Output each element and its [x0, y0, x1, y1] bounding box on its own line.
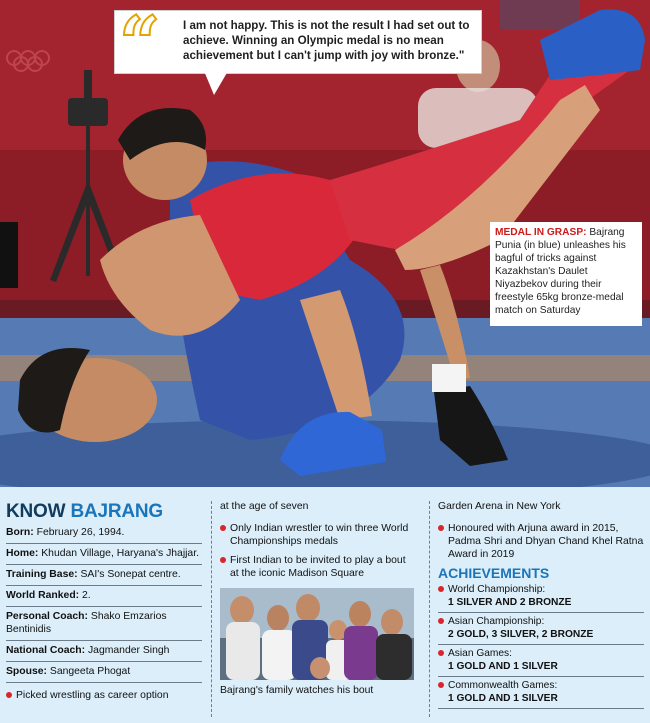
quote-tail	[204, 71, 228, 95]
bullet-world-medals: Only Indian wrestler to win three World Championships medals	[220, 522, 416, 548]
bullet-career-start: Picked wrestling as career option	[6, 689, 202, 702]
bullet-dot-icon	[220, 525, 226, 531]
achievements-title: ACHIEVEMENTS	[438, 565, 550, 581]
achievement-commonwealth-games: Commonwealth Games: 1 GOLD AND 1 SILVER	[438, 677, 644, 709]
family-photo-illustration	[220, 588, 414, 680]
fact-national-coach: National Coach: Jagmander Singh	[6, 641, 202, 662]
bullet-dot-icon	[438, 618, 444, 624]
achievements-column	[438, 487, 644, 723]
bullet-awards: Honoured with Arjuna award in 2015, Padma Shri and Dhyan Chand Khel Ratna Award in 2019	[438, 522, 644, 561]
photo-caption-heading: MEDAL IN GRASP:	[495, 227, 587, 238]
fact-home: Home: Khudan Village, Haryana's Jhajjar.	[6, 544, 202, 565]
fact-list	[6, 523, 202, 683]
info-panel	[0, 487, 650, 723]
bullet-madison-square: First Indian to be invited to play a bout at the iconic Madison Square	[220, 554, 416, 580]
bio-column	[220, 487, 416, 723]
photo-caption	[490, 222, 642, 326]
quote-mark-icon: “	[119, 0, 161, 85]
know-column	[6, 487, 202, 723]
bullet-madison-continued: Garden Arena in New York	[438, 501, 561, 512]
fact-personal-coach: Personal Coach: Shako Emzarios Bentinidis	[6, 607, 202, 641]
fact-born: Born: February 26, 1994.	[6, 523, 202, 544]
family-photo-caption: Bajrang's family watches his bout	[220, 685, 374, 696]
know-title	[6, 501, 202, 523]
family-photo	[220, 588, 414, 680]
column-divider	[211, 501, 212, 717]
bullet-dot-icon	[438, 682, 444, 688]
photo-caption-text: Bajrang Punia (in blue) unleashes his bagful of tricks against Kazakhstan's Daulet Niyazbekov during their freestyle 65kg bronze-medal match on Saturday	[495, 227, 626, 316]
bullet-dot-icon	[438, 525, 444, 531]
fact-training-base: Training Base: SAI's Sonepat centre.	[6, 565, 202, 586]
quote-box	[114, 0, 482, 85]
know-title-prefix: KNOW	[6, 501, 66, 522]
bullet-career-continued: at the age of seven	[220, 501, 309, 512]
know-title-name: BAJRANG	[70, 501, 164, 522]
achievement-world-championship: World Championship: 1 SILVER AND 2 BRONZE	[438, 581, 644, 613]
fact-world-ranked: World Ranked: 2.	[6, 586, 202, 607]
bullet-dot-icon	[438, 586, 444, 592]
bullet-dot-icon	[6, 692, 12, 698]
fact-spouse: Spouse: Sangeeta Phogat	[6, 662, 202, 683]
quote-text: I am not happy. This is not the result I had set out to achieve. Winning an Olympic medal is no mean achievement but I can't jump with joy with bronze."	[183, 19, 470, 62]
bullet-dot-icon	[438, 650, 444, 656]
achievement-asian-championship: Asian Championship: 2 GOLD, 3 SILVER, 2 BRONZE	[438, 613, 644, 645]
column-divider	[429, 501, 430, 717]
bullet-dot-icon	[220, 557, 226, 563]
achievement-asian-games: Asian Games: 1 GOLD AND 1 SILVER	[438, 645, 644, 677]
